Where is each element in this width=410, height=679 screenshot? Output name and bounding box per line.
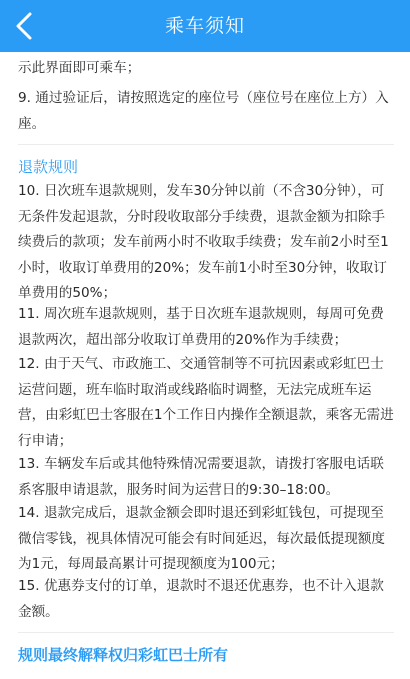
refund-rules-title: 退款规则 xyxy=(18,158,79,176)
rules-footer-title: 规则最终解释权归彩虹巴士所有 xyxy=(18,646,229,664)
section-divider xyxy=(18,144,394,145)
refund-item-12: 12. 由于天气、市政施工、交通管制等不可抗因素或彩虹巴士运营问题，班车临时取消或线路临时调整，无法完成班车运营，由彩虹巴士客服在1个工作日内操作全额退款，乘客无需进行申请； xyxy=(18,356,394,449)
notice-content xyxy=(0,52,410,679)
page-title: 乘车须知 xyxy=(164,15,245,37)
refund-item-15: 15. 优惠券支付的订单，退款时不退还优惠券，也不计入退款金额。 xyxy=(18,578,384,620)
refund-item-10: 10. 日次班车退款规则，发车30分钟以前（不含30分钟），可无条件发起退款，分时段收取部分手续费，退款金额为扣除手续费后的款项；发车前两小时不收取手续费；发车前2小时至1小时，收取订单费用的20%；发车前1小时至30分钟，收取订单费用的50%； xyxy=(18,183,389,301)
refund-item-13: 13. 车辆发车后或其他特殊情况需要退款，请拨打客服电话联系客服申请退款，服务时间为运营日的9:30–18:00。 xyxy=(18,456,384,498)
refund-item-14: 14. 退款完成后，退款金额会即时退还到彩虹钱包，可提现至微信零钱，视具体情况可能会有时间延迟，每次最低提现额度为1元，每周最高累计可提现额度为100元； xyxy=(18,505,386,572)
notice-item-9: 9. 通过验证后，请按照选定的座位号（座位号在座位上方）入座。 xyxy=(18,90,389,132)
refund-item-11: 11. 周次班车退款规则，基于日次班车退款规则，每周可免费退款两次，超出部分收取订单费用的20%作为手续费； xyxy=(18,306,384,348)
footer-divider xyxy=(18,632,394,633)
intro-line: 示此界面即可乘车； xyxy=(18,60,141,76)
top-nav-bar xyxy=(0,0,410,52)
